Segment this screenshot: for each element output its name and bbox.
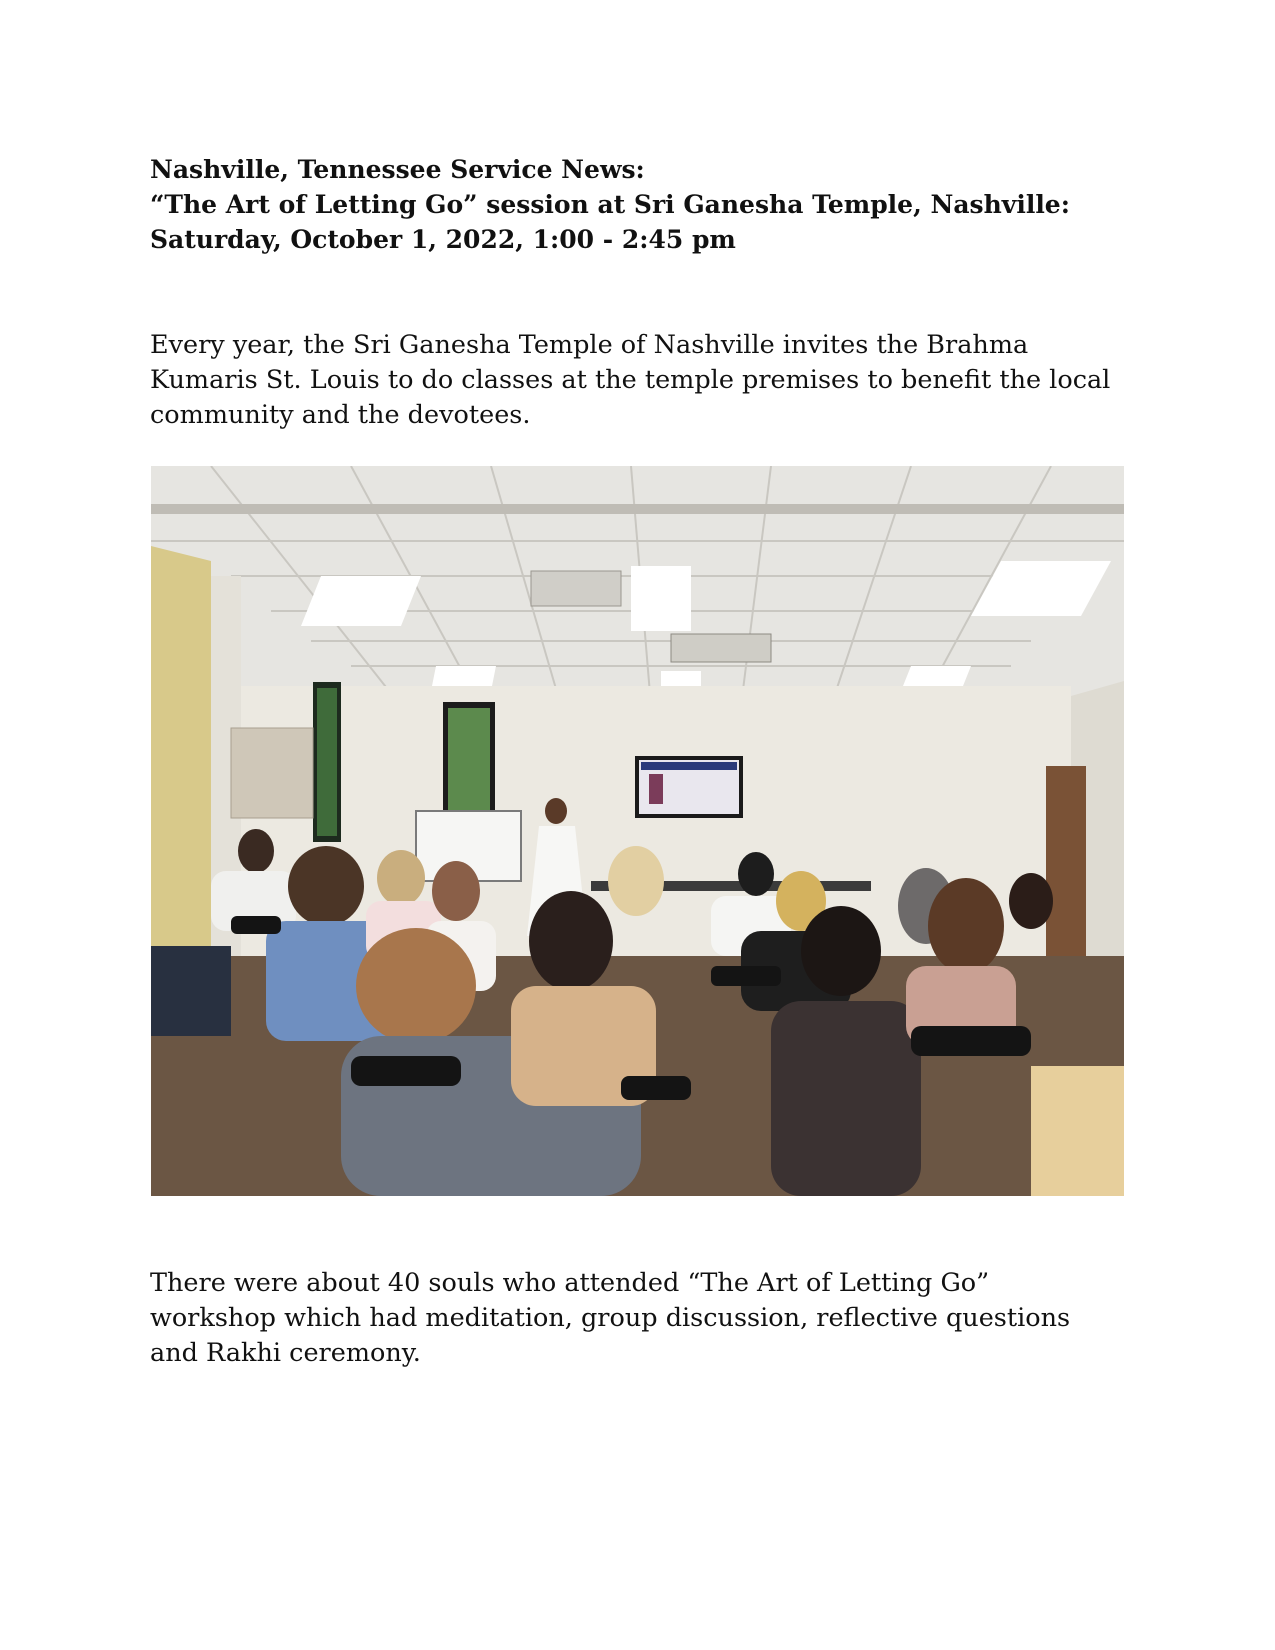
heading-line-date: Saturday, October 1, 2022, 1:00 - 2:45 pm xyxy=(150,225,736,254)
heading-line-title: “The Art of Letting Go” session at Sri Ganesha Temple, Nashville: xyxy=(150,190,1070,219)
closing-line-1: There were about 40 souls who attended “The Art of Letting Go” xyxy=(150,1268,990,1298)
heading-line-location: Nashville, Tennessee Service News: xyxy=(150,155,645,184)
intro-line-3: community and the devotees. xyxy=(150,400,531,430)
intro-line-2: Kumaris St. Louis to do classes at the temple premises to benefit the local xyxy=(150,365,1111,395)
closing-paragraph xyxy=(150,1266,1130,1371)
event-photo xyxy=(151,466,1124,1196)
intro-paragraph xyxy=(150,328,1130,433)
news-heading xyxy=(150,152,1150,257)
closing-line-2: workshop which had meditation, group discussion, reflective questions xyxy=(150,1303,1071,1333)
intro-line-1: Every year, the Sri Ganesha Temple of Nashville invites the Brahma xyxy=(150,330,1029,360)
closing-line-3: and Rakhi ceremony. xyxy=(150,1338,421,1368)
